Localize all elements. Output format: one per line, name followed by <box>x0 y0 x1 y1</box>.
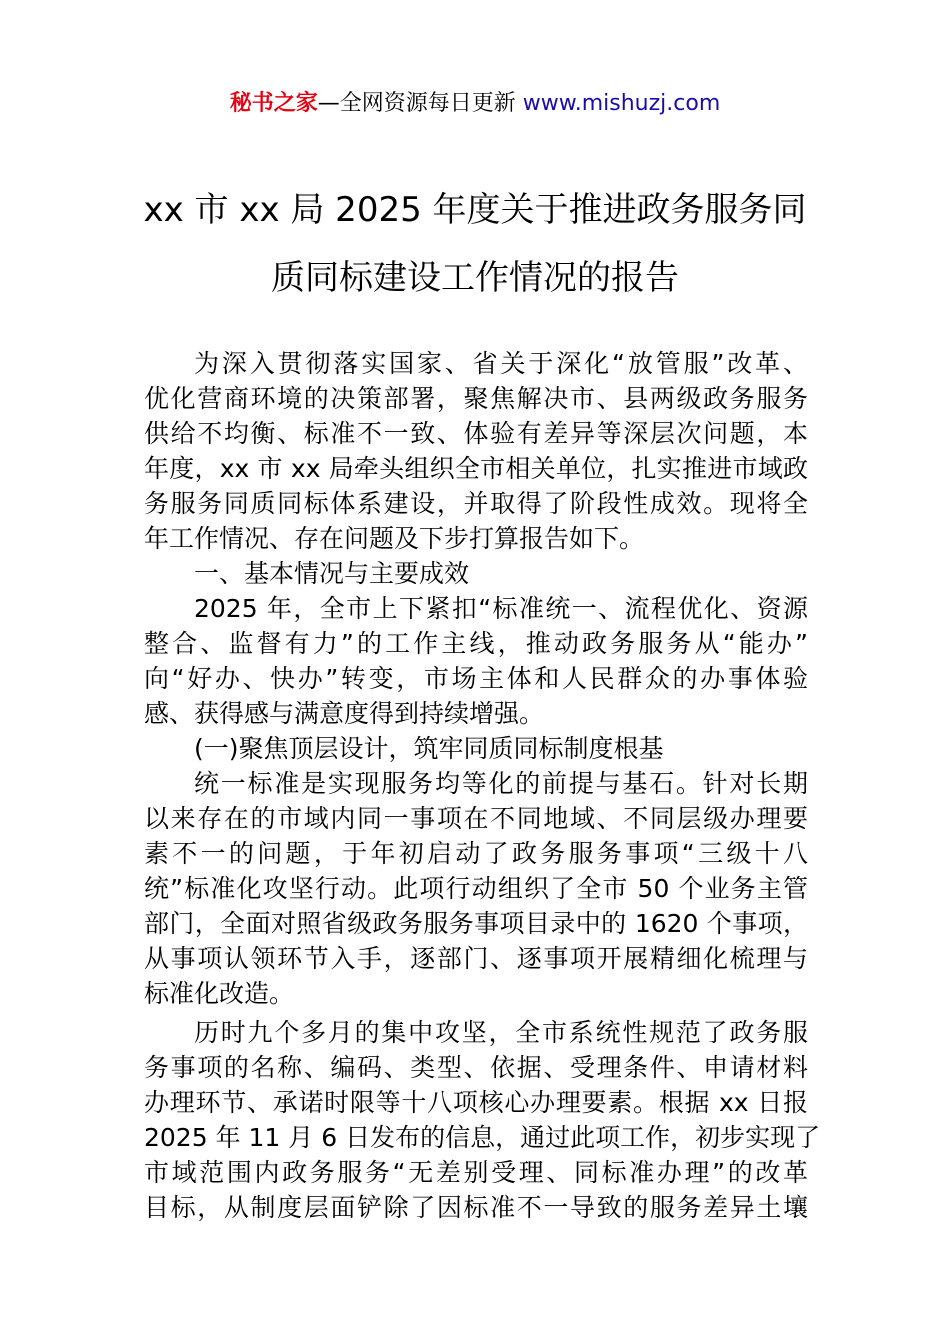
paragraph-results <box>144 1015 821 1225</box>
text-line: 统一标准是实现服务均等化的前提与基石。针对长期 <box>194 769 808 798</box>
text-line: 供给不均衡、标准不一致、体验有差异等深层次问题，本 <box>144 419 808 448</box>
paragraph-standards <box>144 766 808 1011</box>
paragraph-overview <box>144 591 808 731</box>
text-line: 年工作情况、存在问题及下步打算报告如下。 <box>144 524 645 553</box>
text-line: 素不一的问题，于年初启动了政务服务事项“三级十八 <box>144 839 808 868</box>
section-heading-1: 一、基本情况与主要成效 <box>194 559 470 588</box>
text-line: 统”标准化攻坚行动。此项行动组织了全市 50 个业务主管 <box>144 874 808 903</box>
site-url-link[interactable]: www.mishuzj.com <box>522 91 721 116</box>
text-line: 向“好办、快办”转变，市场主体和人民群众的办事体验 <box>144 664 808 693</box>
brand-name: 秘书之家 <box>229 91 318 116</box>
title-line-2: 质同标建设工作情况的报告 <box>271 258 679 298</box>
paragraph-intro <box>144 346 808 556</box>
text-line: 历时九个多月的集中攻坚，全市系统性规范了政务服 <box>194 1018 808 1047</box>
site-header <box>0 88 950 120</box>
text-line: 标准化改造。 <box>144 979 295 1008</box>
document-body <box>144 346 821 1225</box>
text-line: 务事项的名称、编码、类型、依据、受理条件、申请材料 <box>144 1053 808 1082</box>
text-line: 办理环节、承诺时限等十八项核心办理要素。根据 xx 日报 <box>144 1088 808 1117</box>
text-line: 为深入贯彻落实国家、省关于深化“放管服”改革、 <box>194 349 808 378</box>
text-line: 目标，从制度层面铲除了因标准不一导致的服务差异土壤 <box>144 1193 808 1222</box>
title-line-1: xx 市 xx 局 2025 年度关于推进政务服务同 <box>143 190 807 230</box>
text-line: 以来存在的市域内同一事项在不同地域、不同层级办理要 <box>144 804 808 833</box>
header-slogan: —全网资源每日更新 <box>317 91 516 116</box>
text-line: 从事项认领环节入手，逐部门、逐事项开展精细化梳理与 <box>144 944 808 973</box>
text-line: 2025 年，全市上下紧扣“标准统一、流程优化、资源 <box>194 594 808 623</box>
text-line: 优化营商环境的决策部署，聚焦解决市、县两级政务服务 <box>144 384 808 413</box>
text-line: 务服务同质同标体系建设，并取得了阶段性成效。现将全 <box>144 489 808 518</box>
document-title <box>120 176 830 312</box>
text-line: 感、获得感与满意度得到持续增强。 <box>144 699 545 728</box>
text-line: 市域范围内政务服务“无差别受理、同标准办理”的改革 <box>144 1158 808 1187</box>
subsection-heading-1: (一)聚焦顶层设计，筑牢同质同标制度根基 <box>194 734 664 763</box>
text-line: 2025 年 11 月 6 日发布的信息，通过此项工作，初步实现了 <box>144 1123 821 1152</box>
text-line: 年度，xx 市 xx 局牵头组织全市相关单位，扎实推进市域政 <box>144 454 808 483</box>
text-line: 部门，全面对照省级政务服务事项目录中的 1620 个事项， <box>144 909 808 938</box>
text-line: 整合、监督有力”的工作主线，推动政务服务从“能办” <box>144 629 808 658</box>
